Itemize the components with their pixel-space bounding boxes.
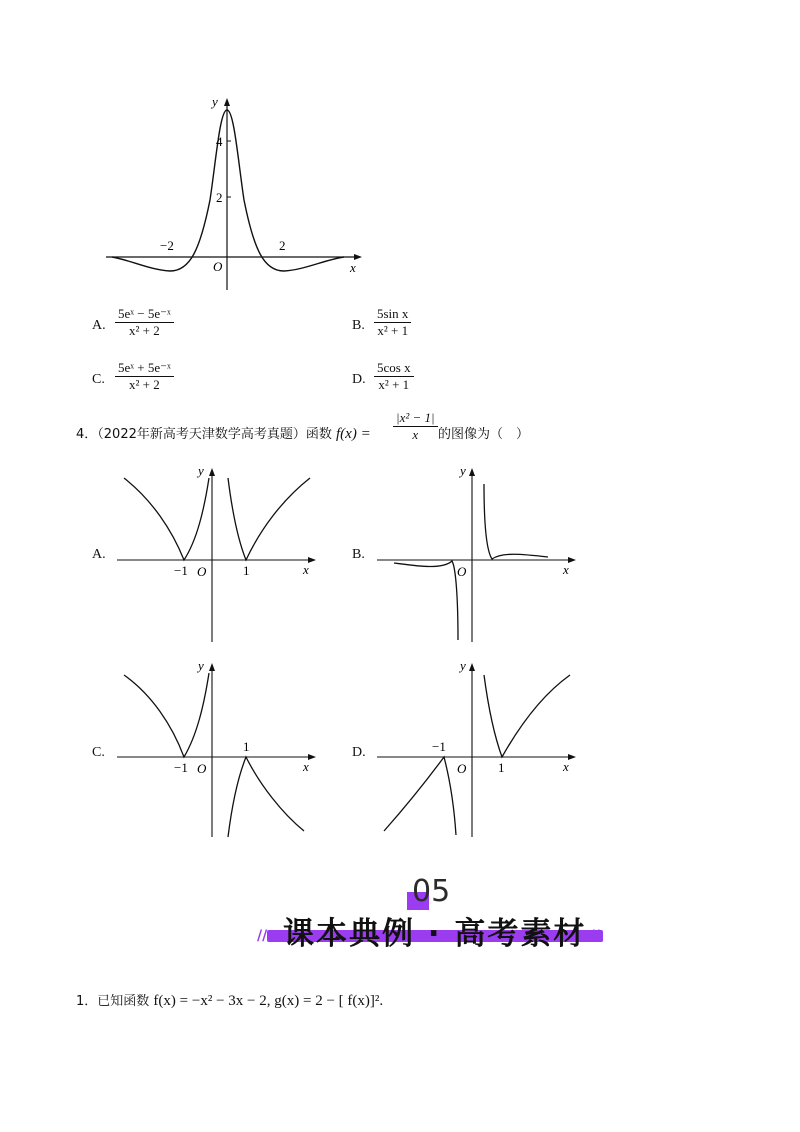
q3-option-a-numerator: 5eˣ − 5e⁻ˣ [118,306,171,321]
top-graph-y-label: y [212,94,218,109]
q4-option-b-letter: B. [352,547,365,562]
q3-option-b-fraction [374,306,411,339]
q4-denominator: x [412,427,419,442]
top-graph-origin: O [213,259,223,274]
top-graph-tick-neg2: −2 [160,238,174,253]
q4-prefix: 4．（2022年新高考天津数学高考真题）函数 [76,427,332,442]
q1-stem [76,990,383,1010]
q3-option-a-denominator: x² + 2 [129,323,160,338]
q4d-y: y [460,658,466,673]
q4-option-d-letter: D. [352,745,366,760]
top-graph-tick-y4: 4 [216,134,223,149]
q4-option-a-letter: A. [92,547,106,562]
q3-option-c-denominator: x² + 2 [129,377,160,392]
q3-option-c-letter: C. [92,372,105,387]
q4-option-c-letter: C. [92,745,105,760]
q4d-m1: −1 [432,739,446,754]
banner-title: 课本典例 · 高考素材 [283,916,587,952]
q4-fx: f(x) = [336,426,371,442]
q4-suffix: 的图像为（ ） [438,427,530,442]
banner-left-slashes: // [257,928,268,944]
q4-graph-a [112,460,322,645]
q3-option-c-numerator: 5eˣ + 5e⁻ˣ [118,360,171,375]
q3-option-d-fraction [374,360,414,393]
q1-prefix: 1．已知函数 [76,994,150,1009]
q4d-p1: 1 [498,760,505,775]
q4b-x: x [563,562,569,577]
q4c-o: O [197,761,207,776]
q4-fraction [393,410,438,443]
q4a-p1: 1 [243,563,250,578]
q3-option-b-denominator: x² + 1 [377,323,409,338]
q3-option-b-numerator: 5sin x [377,306,409,321]
banner-number: 05 [412,874,451,909]
top-graph-curve [112,110,344,271]
banner-right-slashes: \\ [593,928,604,944]
top-graph-tick-pos2: 2 [279,238,286,253]
top-function-graph [100,90,370,300]
top-graph-x-label: x [350,260,356,275]
q4-stem [76,423,371,443]
q1-math: f(x) = −x² − 3x − 2, g(x) = 2 − [ f(x)]². [153,993,384,1009]
q4-graph-d [372,655,582,840]
q4a-x: x [303,562,309,577]
q4-graph-c [112,655,322,840]
q4c-y: y [198,658,204,673]
q4c-m1: −1 [174,760,188,775]
q4-graph-b [372,460,582,645]
q4c-p1: 1 [243,739,250,754]
q3-option-d-numerator: 5cos x [377,360,411,375]
q4d-x: x [563,759,569,774]
q3-option-a-letter: A. [92,318,106,333]
section-banner [255,872,615,952]
q4d-o: O [457,761,467,776]
q4b-o: O [457,564,467,579]
q4c-x: x [303,759,309,774]
q4b-y: y [460,463,466,478]
q3-option-c-fraction [115,360,174,393]
q3-option-d-denominator: x² + 1 [378,377,410,392]
q4a-o: O [197,564,207,579]
q4-numerator: |x² − 1| [396,410,435,425]
q3-option-d-letter: D. [352,372,366,387]
q4a-y: y [198,463,204,478]
q4a-m1: −1 [174,563,188,578]
q3-option-a-fraction [115,306,174,339]
top-graph-tick-y2: 2 [216,190,223,205]
q3-option-b-letter: B. [352,318,365,333]
